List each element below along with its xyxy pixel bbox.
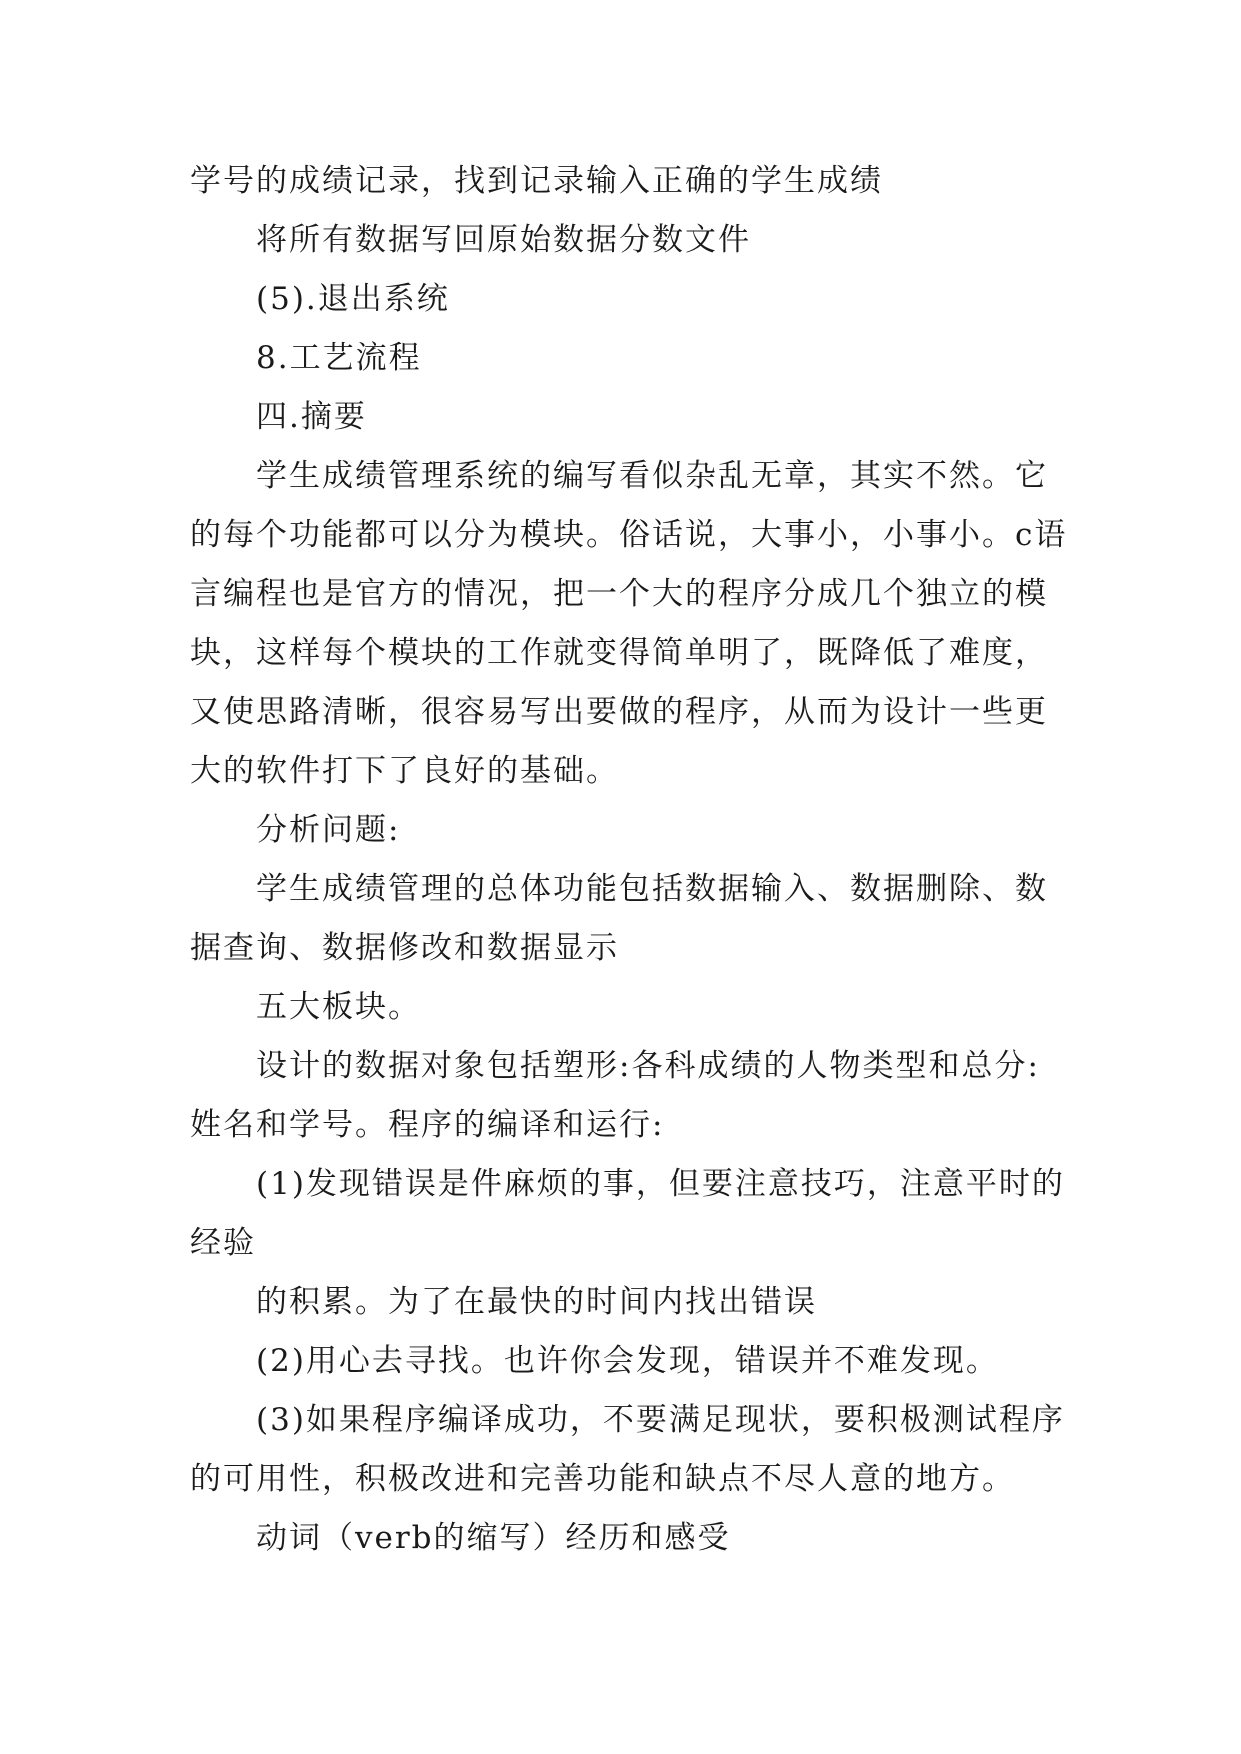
paragraph-point-3: (3)如果程序编译成功，不要满足现状，要积极测试程序的可用性，积极改进和完善功能和缺点不尽人意的地方。 (190, 1402, 1065, 1497)
heading-summary: 四.摘要 (256, 399, 367, 435)
paragraph-write-back: 将所有数据写回原始数据分数文件 (256, 222, 751, 258)
paragraph-analyze-problem: 分析问题: (256, 812, 401, 848)
paragraph-point-2: (2)用心去寻找。也许你会发现，错误并不难发现。 (256, 1343, 999, 1379)
paragraph-accumulation: 的积累。为了在最快的时间内找出错误 (256, 1284, 817, 1320)
paragraph-data-objects: 设计的数据对象包括塑形:各科成绩的人物类型和总分:姓名和学号。程序的编译和运行: (190, 1048, 1040, 1143)
paragraph-continuation: 学号的成绩记录，找到记录输入正确的学生成绩 (190, 163, 883, 199)
heading-process-flow: 8.工艺流程 (256, 340, 422, 376)
paragraph-overall-functions: 学生成绩管理的总体功能包括数据输入、数据删除、数据查询、数据修改和数据显示 (190, 871, 1048, 966)
paragraph-summary-body: 学生成绩管理系统的编写看似杂乱无章，其实不然。它的每个功能都可以分为模块。俗话说，大事小，小事小。c语言编程也是官方的情况，把一个大的程序分成几个独立的模块，这样每个模块的工作就变得简单明了，既降低了难度，又使思路清晰，很容易写出要做的程序，从而为设计一些更大的软件打下了良好的基础。 (190, 458, 1068, 789)
paragraph-point-1: (1)发现错误是件麻烦的事，但要注意技巧，注意平时的经验 (190, 1166, 1065, 1261)
paragraph-five-modules: 五大板块。 (256, 989, 421, 1025)
heading-experience: 动词（verb的缩写）经历和感受 (256, 1520, 731, 1556)
document-body (190, 152, 1070, 1568)
paragraph-exit-system: (5).退出系统 (256, 281, 450, 317)
